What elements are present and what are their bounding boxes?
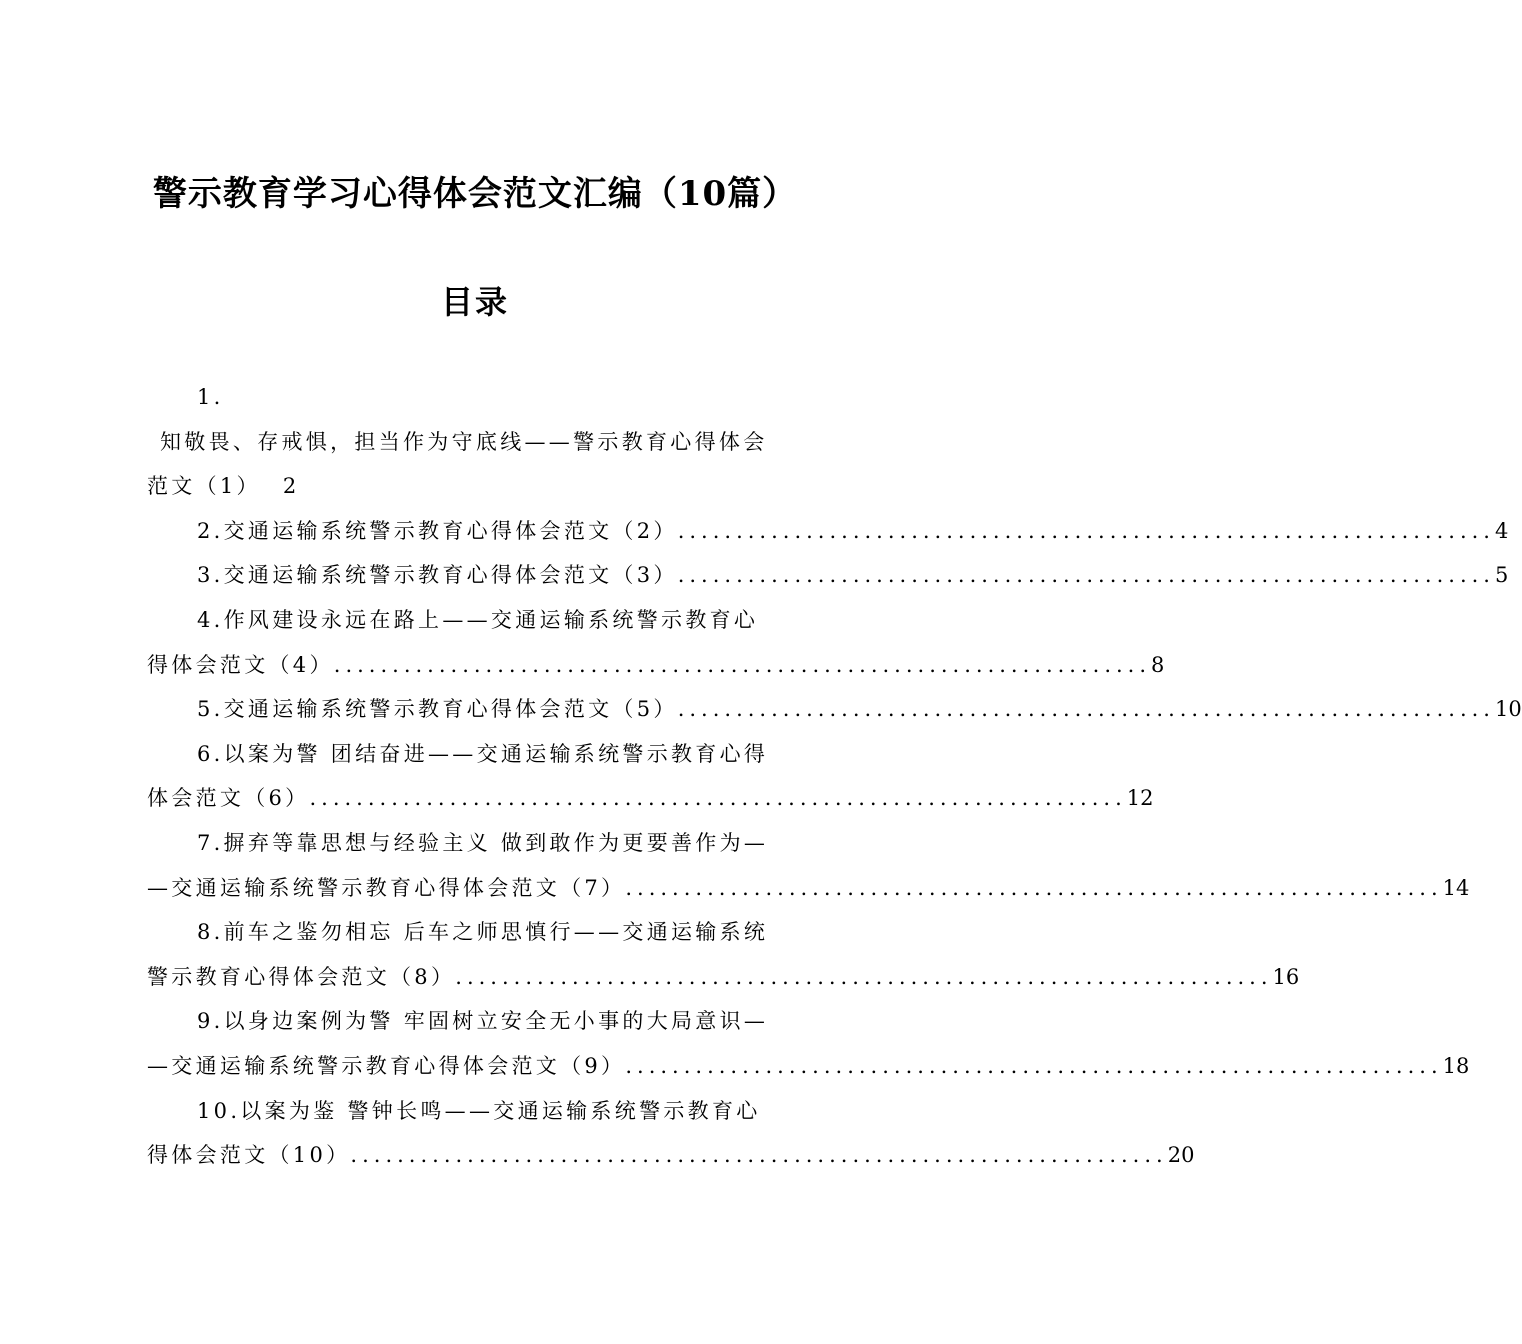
- toc-entry-6-line2[interactable]: [147, 776, 1154, 821]
- toc-heading: 目录: [440, 283, 509, 321]
- toc-entry-4-title-tail: 得体会范文（4）: [147, 652, 334, 677]
- toc-entry-5-title: 5.交通运输系统警示教育心得体会范文（5）: [197, 697, 678, 722]
- toc-entry-7-title-tail: —交通运输系统警示教育心得体会范文（7）: [147, 875, 626, 900]
- toc-entry-2-leader: ......................................................................: [677, 518, 1495, 543]
- toc-entry-6-page: 12: [1126, 786, 1154, 811]
- toc-entry-8-page: 16: [1272, 964, 1300, 989]
- toc-entry-10-line2[interactable]: [147, 1133, 1195, 1178]
- toc-entry-1-line1[interactable]: 知敬畏、存戒惧，担当作为守底线——警示教育心得体会: [160, 429, 768, 454]
- toc-entry-8-line2[interactable]: [147, 955, 1300, 1000]
- toc-entry-4-leader: ......................................................................: [333, 652, 1152, 677]
- toc-entry-6-leader: ......................................................................: [309, 786, 1127, 811]
- toc-entry-7-leader: ......................................................................: [625, 875, 1443, 900]
- toc-entry-4-line2[interactable]: [147, 643, 1165, 688]
- toc-entry-9-leader: ......................................................................: [625, 1053, 1443, 1078]
- table-of-contents: [147, 375, 1522, 1178]
- toc-entry-1-title-tail: 范文（1）: [147, 474, 261, 499]
- toc-entry-7-line1[interactable]: 7.摒弃等靠思想与经验主义 做到敢作为更要善作为—: [197, 830, 769, 855]
- toc-entry-7-line2[interactable]: [147, 866, 1470, 911]
- toc-entry-9-title-tail: —交通运输系统警示教育心得体会范文（9）: [147, 1053, 626, 1078]
- toc-entry-2-title: 2.交通运输系统警示教育心得体会范文（2）: [197, 518, 678, 543]
- toc-entry-5-page: 10: [1494, 697, 1522, 722]
- toc-entry-6-line1[interactable]: 6.以案为警 团结奋进——交通运输系统警示教育心得: [197, 741, 769, 766]
- toc-entry-9-line1[interactable]: 9.以身边案例为警 牢固树立安全无小事的大局意识—: [197, 1009, 769, 1034]
- toc-entry-4-page: 8: [1151, 652, 1165, 677]
- toc-entry-7-page: 14: [1442, 875, 1470, 900]
- toc-entry-10-page: 20: [1167, 1143, 1195, 1168]
- toc-entry-3-page: 5: [1494, 563, 1509, 588]
- toc-entry-1-line2[interactable]: [147, 464, 805, 509]
- toc-entry-8-title-tail: 警示教育心得体会范文（8）: [147, 964, 456, 989]
- toc-entry-4-line1[interactable]: 4.作风建设永远在路上——交通运输系统警示教育心: [197, 607, 759, 632]
- document-title: 警示教育学习心得体会范文汇编（10篇）: [152, 174, 798, 214]
- toc-entry-1-page: 2: [282, 474, 300, 499]
- toc-entry-10-title-tail: 得体会范文（10）: [147, 1143, 351, 1168]
- toc-entry-9-page: 18: [1442, 1053, 1470, 1078]
- toc-entry-8-line1[interactable]: 8.前车之鉴勿相忘 后车之师思慎行——交通运输系统: [197, 920, 769, 945]
- toc-entry-1-number[interactable]: 1.: [197, 385, 224, 409]
- toc-entry-3-title: 3.交通运输系统警示教育心得体会范文（3）: [197, 563, 678, 588]
- toc-entry-2[interactable]: [147, 509, 1509, 554]
- toc-entry-10-line1[interactable]: 10.以案为鉴 警钟长鸣——交通运输系统警示教育心: [197, 1098, 761, 1123]
- toc-entry-6-title-tail: 体会范文（6）: [147, 786, 310, 811]
- toc-entry-9-line2[interactable]: [147, 1044, 1470, 1089]
- toc-entry-10-leader: ......................................................................: [350, 1143, 1168, 1168]
- toc-entry-3-leader: ......................................................................: [677, 563, 1495, 588]
- toc-entry-5-leader: ......................................................................: [677, 697, 1495, 722]
- toc-entry-5[interactable]: [147, 687, 1522, 732]
- toc-entry-8-leader: ......................................................................: [455, 964, 1273, 989]
- toc-entry-2-page: 4: [1494, 518, 1509, 543]
- toc-entry-3[interactable]: [147, 553, 1509, 598]
